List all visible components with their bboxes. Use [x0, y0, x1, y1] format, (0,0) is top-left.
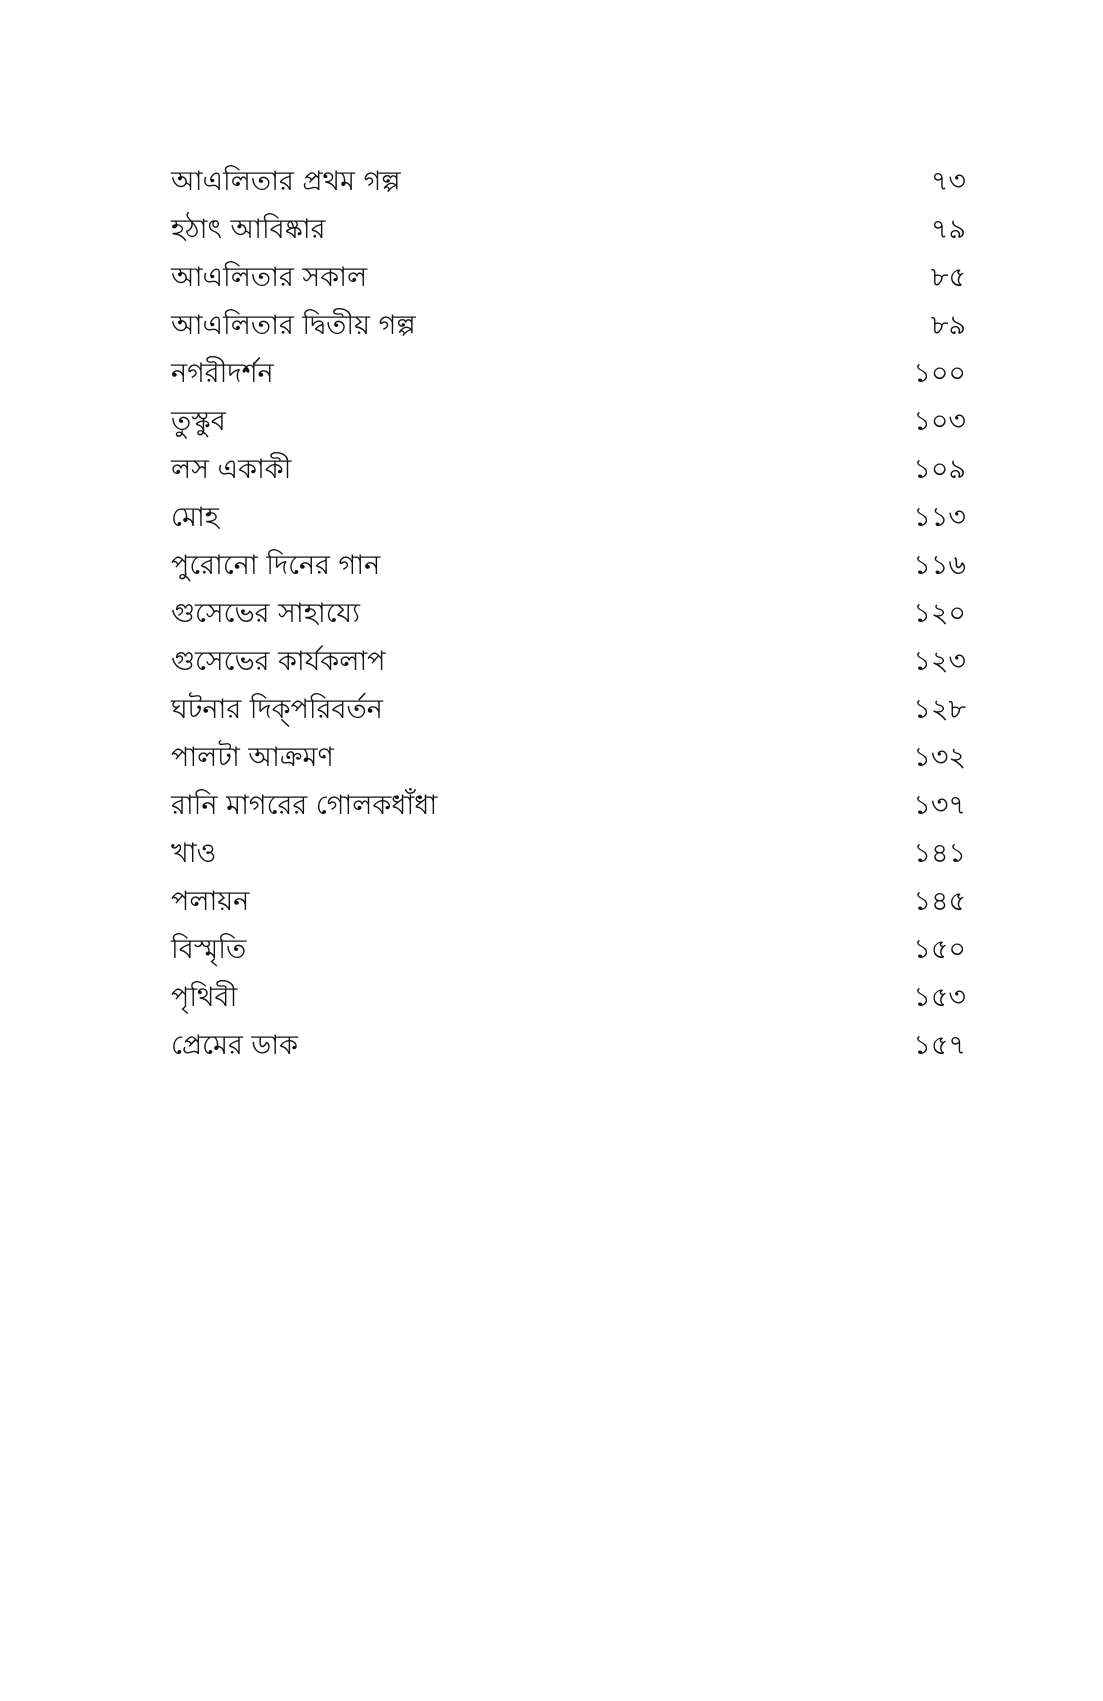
toc-entry	[171, 350, 966, 398]
toc-entry-title: মোহ	[171, 502, 219, 533]
toc-entry	[171, 830, 966, 878]
toc-entry-page: ১৫০	[913, 934, 966, 965]
toc-entry-title: লস একাকী	[171, 454, 292, 485]
toc-entry-title: বিস্মৃতি	[171, 934, 247, 965]
toc-entry	[171, 542, 966, 590]
toc-entry	[171, 686, 966, 734]
toc-entry-title: রানি মাগরের গোলকধাঁধা	[171, 790, 438, 821]
toc-entry-title: পুরোনো দিনের গান	[171, 550, 381, 581]
toc-entry-page: ১০৩	[913, 406, 966, 437]
toc-entry	[171, 398, 966, 446]
toc-entry-page: ১৫৭	[913, 1030, 966, 1061]
toc-entry-page: ১৩২	[913, 742, 966, 773]
toc-entry-page: ১৩৭	[913, 790, 966, 821]
toc-entry-page: ৭৩	[930, 166, 966, 197]
toc-entry-title: পলায়ন	[171, 886, 250, 917]
toc-entry	[171, 254, 966, 302]
toc-entry	[171, 734, 966, 782]
toc-entry-page: ১১৩	[913, 502, 966, 533]
toc-entry	[171, 302, 966, 350]
toc-entry-page: ১০০	[913, 358, 966, 389]
toc-entry-page: ৮৯	[930, 310, 966, 341]
toc-entry-title: আএলিতার প্রথম গল্প	[171, 166, 401, 197]
toc-entry-title: গুসেভের সাহায্যে	[171, 598, 360, 629]
toc-entry-page: ১০৯	[913, 454, 966, 485]
toc-entry-title: নগরীদর্শন	[171, 358, 274, 389]
toc-entry-title: পৃথিবী	[171, 982, 238, 1013]
toc-entry	[171, 878, 966, 926]
toc-entry	[171, 590, 966, 638]
toc-entry-page: ১৫৩	[913, 982, 966, 1013]
toc-entry	[171, 974, 966, 1022]
toc-entry-title: হঠাৎ আবিষ্কার	[171, 214, 326, 245]
toc-entry-page: ১১৬	[913, 550, 966, 581]
toc-entry	[171, 638, 966, 686]
toc-entry-title: তুস্কুব	[171, 406, 226, 437]
toc-entry	[171, 158, 966, 206]
toc-entry	[171, 446, 966, 494]
toc-entry	[171, 782, 966, 830]
table-of-contents	[171, 158, 966, 1070]
toc-entry-page: ১২৮	[913, 694, 966, 725]
toc-entry	[171, 206, 966, 254]
toc-entry-title: আএলিতার দ্বিতীয় গল্প	[171, 310, 416, 341]
toc-entry-title: প্রেমের ডাক	[171, 1030, 298, 1061]
toc-entry-page: ৮৫	[930, 262, 966, 293]
toc-entry-title: পালটা আক্রমণ	[171, 742, 334, 773]
toc-entry-title: আএলিতার সকাল	[171, 262, 368, 293]
toc-entry-page: ১২০	[913, 598, 966, 629]
toc-entry-title: খাও	[171, 838, 217, 869]
toc-entry-page: ৭৯	[930, 214, 966, 245]
toc-entry-title: ঘটনার দিক্‌পরিবর্তন	[171, 694, 383, 725]
toc-entry	[171, 494, 966, 542]
toc-entry-page: ১২৩	[913, 646, 966, 677]
toc-entry	[171, 926, 966, 974]
toc-entry	[171, 1022, 966, 1070]
toc-entry-page: ১৪৫	[913, 886, 966, 917]
toc-entry-page: ১৪১	[913, 838, 966, 869]
toc-entry-title: গুসেভের কার্যকলাপ	[171, 646, 386, 677]
